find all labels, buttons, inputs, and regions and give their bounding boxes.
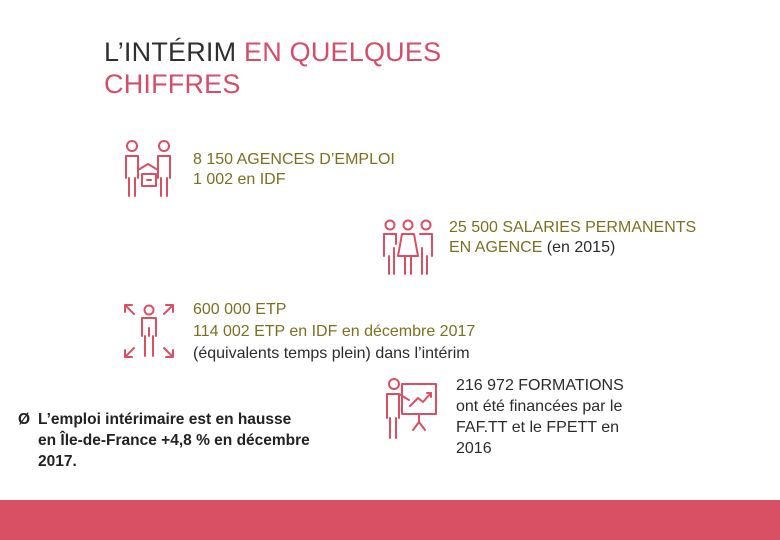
stat-agencies-detail: 1 002 en IDF bbox=[193, 171, 286, 188]
stat-etp-idf: 114 002 ETP en IDF en décembre 2017 bbox=[193, 323, 476, 340]
title-part-2: EN QUELQUES CHIFFRES bbox=[104, 37, 442, 99]
stat-trainings bbox=[456, 375, 624, 459]
bullet-line-3: 2017. bbox=[38, 453, 77, 470]
stat-staff bbox=[449, 218, 696, 258]
bullet-note bbox=[18, 409, 378, 472]
stat-staff-detail-b: (en 2015) bbox=[542, 239, 616, 256]
bottom-accent-bar bbox=[0, 500, 780, 540]
stat-etp-headline: 600 000 ETP bbox=[193, 301, 287, 318]
title-part-1: L’INTÉRIM bbox=[104, 37, 245, 67]
bullet-line-1: L’emploi intérimaire est en hausse bbox=[38, 411, 292, 428]
stat-agencies bbox=[193, 150, 395, 190]
stat-staff-detail-a: EN AGENCE bbox=[449, 239, 543, 256]
stat-etp-note: (équivalents temps plein) dans l’intérim bbox=[193, 345, 470, 362]
stat-trainings-line-3: FAF.TT et le FPETT en bbox=[456, 419, 620, 436]
page-title bbox=[104, 36, 524, 100]
stat-trainings-headline: 216 972 FORMATIONS bbox=[456, 377, 624, 394]
team-icon bbox=[380, 218, 436, 276]
stat-etp bbox=[193, 300, 475, 364]
expand-person-icon bbox=[122, 302, 176, 360]
stat-staff-headline: 25 500 SALARIES PERMANENTS bbox=[449, 219, 697, 236]
handshake-icon bbox=[120, 138, 178, 200]
stat-agencies-headline: 8 150 AGENCES D’EMPLOI bbox=[193, 151, 395, 168]
presentation-icon bbox=[382, 376, 440, 442]
stat-trainings-line-4: 2016 bbox=[456, 440, 492, 457]
stat-trainings-line-2: ont été financées par le bbox=[456, 398, 623, 415]
bullet-line-2: en Île-de-France +4,8 % en décembre bbox=[38, 432, 310, 449]
bullet-marker: Ø bbox=[18, 411, 31, 428]
